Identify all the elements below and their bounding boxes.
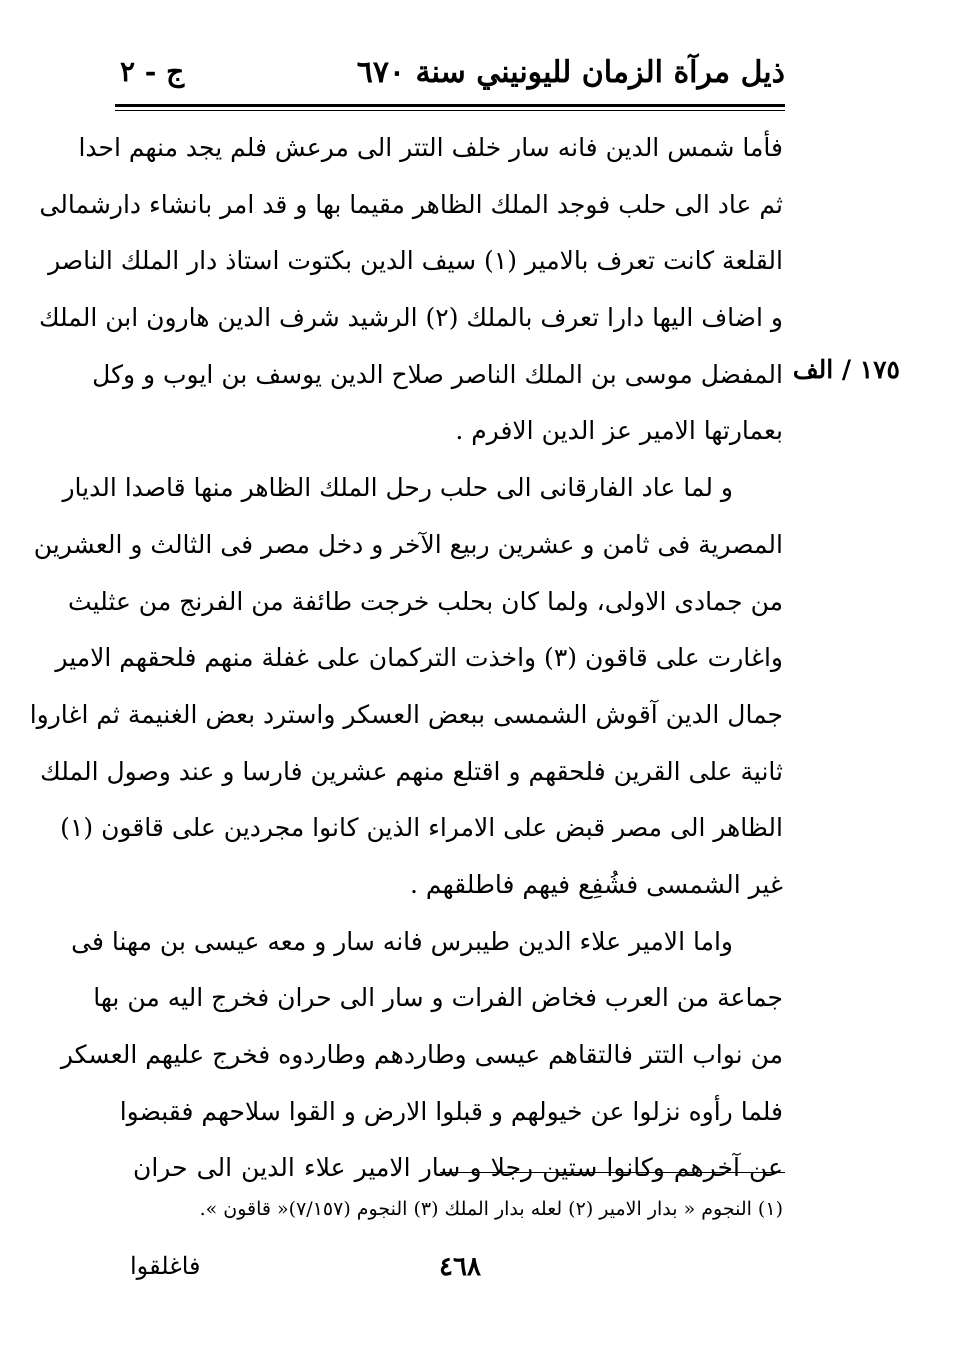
page-number: ٤٦٨ bbox=[439, 1252, 481, 1282]
footnote-rule bbox=[440, 1172, 785, 1173]
text-line: و اضاف اليها دارا تعرف بالملك (٢) الرشيد شرف الدين هارون ابن الملك bbox=[38, 303, 783, 333]
text-line: المفضل موسى بن الملك الناصر صلاح الدين يوسف بن ايوب و وكل bbox=[92, 359, 783, 389]
text-line: المصرية فى ثامن و عشرين ربيع الآخر و دخل مصر فى الثالث و العشرين bbox=[33, 529, 783, 559]
text-line: فأما شمس الدين فانه سار خلف التتر الى مرعش فلم يجد منهم احدا bbox=[78, 133, 783, 162]
text-line: واغارت على قاقون (٣) واخذت التركمان على غفلة منهم فلحقهم الامير bbox=[55, 643, 783, 673]
text-line: جماعة من العرب فخاض الفرات و سار الى حران فخرج اليه من بها bbox=[93, 983, 783, 1013]
body-text bbox=[29, 120, 783, 1197]
text-line: بعمارتها الامير عز الدين الافرم . bbox=[455, 416, 783, 446]
footnote: (١) النجوم « بدار الامير (٢) لعله بدار الملك (٣) النجوم (٧/١٥٧)« قاقون ». bbox=[199, 1198, 783, 1220]
text-line: جمال الدين آقوش الشمسى ببعض العسكر واسترد بعض الغنيمة ثم اغاروا bbox=[29, 699, 783, 729]
text-line: من نواب التتر فالتقاهم عيسى وطاردهم وطاردوه فخرج عليهم العسكر bbox=[60, 1040, 783, 1069]
margin-folio-note: ١٧٥ / الف bbox=[792, 355, 900, 384]
text-line: الظاهر الى مصر قبض على الامراء الذين كانوا مجردين على قاقون (١) bbox=[60, 813, 783, 843]
text-line: غير الشمسى فشُفِع فيهم فاطلقهم . bbox=[410, 869, 783, 899]
header-rule-thin bbox=[115, 110, 785, 111]
text-line: ثانية على القرين فلحقهم و اقتلع منهم عشرين فارسا و عند وصول الملك bbox=[40, 756, 783, 786]
running-header-volume: ج - ٢ bbox=[120, 55, 185, 88]
catchword: فاغلقوا bbox=[130, 1252, 201, 1280]
text-line: واما الامير علاء الدين طيبرس فانه سار و معه عيسى بن مهنا فى bbox=[71, 926, 733, 956]
text-line: من جمادى الاولى، ولما كان بحلب خرجت طائفة من الفرنج من عثليث bbox=[68, 586, 783, 616]
text-line: عن آخرهم وكانوا ستين رجلا و سار الامير علاء الدين الى حران bbox=[133, 1153, 783, 1183]
text-line: القلعة كانت تعرف بالامير (١) سيف الدين بكتوت استاذ دار الملك الناصر bbox=[48, 246, 783, 276]
text-line: و لما عاد الفارقانى الى حلب رحل الملك الظاهر منها قاصدا الديار bbox=[62, 473, 733, 503]
text-line: ثم عاد الى حلب فوجد الملك الظاهر مقيما بها و قد امر بانشاء دارشمالى bbox=[39, 189, 783, 219]
header-rule bbox=[115, 104, 785, 107]
text-line: فلما رأوه نزلوا عن خيولهم و قبلوا الارض و القوا سلاحهم فقبضوا bbox=[119, 1096, 783, 1126]
running-header-title: ذيل مرآة الزمان لليونيني سنة ٦٧٠ bbox=[356, 55, 785, 90]
